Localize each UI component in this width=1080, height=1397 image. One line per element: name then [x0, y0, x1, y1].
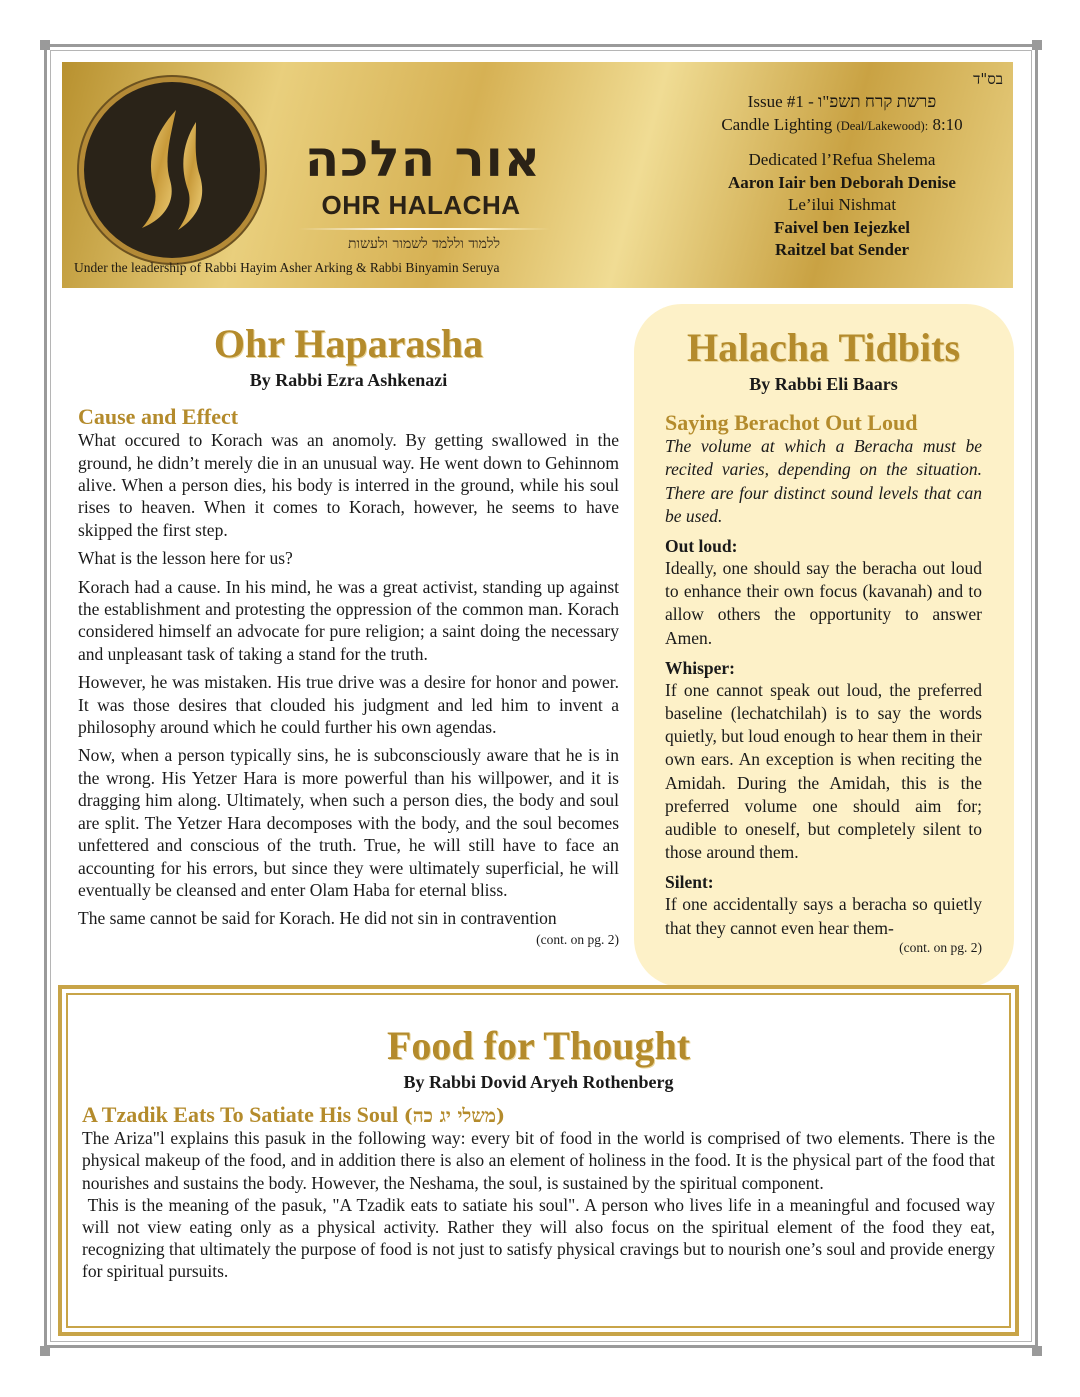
paragraph: The Ariza"l explains this pasuk in the following way: every bit of food in the world is comprised of two elements. There is the physical makeup of the food, and in addition there is also an element of holiness in the food. It is the physical part of the food that nourishes and sustains the body. However, the Neshama, the soul, is sustained by the spiritual component.: [82, 1128, 995, 1193]
leadership-line: Under the leadership of Rabbi Hayim Asher Arking & Rabbi Binyamin Seruya: [74, 260, 500, 275]
level-text: Ideally, one should say the beracha out loud to enhance their own focus (kavanah) and to allow others the opportunity to answer Amen.: [665, 558, 982, 648]
candle-lighting: [682, 114, 1002, 138]
logo: [84, 82, 260, 258]
memorial-name-1: Faivel ben Iejezkel: [774, 217, 910, 237]
level-text: If one accidentally says a beracha so quietly that they cannot even hear them-: [665, 894, 982, 938]
food-byline: By Rabbi Dovid Aryeh Rothenberg: [403, 1072, 674, 1092]
corner-ornament: [1032, 1346, 1042, 1356]
tidbits-title: Halacha Tidbits: [686, 325, 961, 370]
flame-lamed-logo-icon: [84, 82, 260, 258]
corner-ornament: [1032, 40, 1042, 50]
level-heading: Silent:: [665, 872, 714, 893]
dedication-line: Dedicated l’Refua Shelema: [748, 150, 936, 169]
level-heading: Whisper:: [665, 657, 735, 678]
hebrew-motto: ללמוד וללמד לשמור ולעשות: [347, 236, 501, 252]
candle-time: 8:10: [932, 114, 963, 134]
tidbits-intro: The volume at which a Beracha must be recited varies, depending on the situation. There are four distinct sound levels that can be used.: [665, 436, 982, 526]
food-subtitle: [82, 1103, 995, 1127]
food-subtitle-ref: (משלי יג כה): [403, 1105, 506, 1127]
paragraph: Now, when a person typically sins, he is subconsciously aware that he is in the wrong. His Yetzer Hara is more powerful than his willpower, and it is dragging him along. Ultimately, when such a person dies, the body and soul are split. The Yetzer Hara decomposes with the body, and the soul becomes unfettered and conscious of the truth. True, he will still have to face an accounting for his errors, but since they were ultimately superficial, he will eventually be cleansed and enter Olam Haba for eternal bliss.: [78, 745, 619, 900]
food-subtitle-text: A Tzadik Eats To Satiate His Soul: [82, 1102, 399, 1127]
food-body: [82, 1127, 1000, 1282]
issue-number: Issue #1 - פרשת קרח תשפ"ו: [747, 92, 937, 111]
candle-location: (Deal/Lakewood):: [836, 118, 929, 133]
level-heading: Out loud:: [665, 536, 738, 556]
english-title: OHR HALACHA: [321, 190, 521, 220]
leilui-line: Le’ilui Nishmat: [787, 195, 897, 214]
paragraph: The same cannot be said for Korach. He did not sin in contravention: [78, 908, 557, 929]
title-divider: [298, 228, 550, 230]
level-text: If one cannot speak out loud, the preferred baseline (lechatchilah) is to say the words quietly, but loud enough to hear them in their own ears. An exception is when reciting the Amidah. During the Amidah, this is the preferred volume one should aim for; audible to oneself, but completely silent to those around them.: [665, 679, 982, 863]
tidbits-section: [634, 304, 1014, 987]
masthead: [62, 62, 1013, 288]
corner-ornament: [40, 40, 50, 50]
corner-ornament: [40, 1346, 50, 1356]
paragraph: However, he was mistaken. His true drive was a desire for honor and power. It was those desires that clouded his judgment and led him to invent a philosophy around which he could further his own agendas.: [78, 672, 619, 738]
bsd-mark: בס"ד: [973, 70, 1003, 88]
issue-info: [682, 68, 1002, 262]
memorial-name-2: Raitzel bat Sender: [774, 240, 910, 259]
paragraph: What is the lesson here for us?: [78, 548, 293, 569]
parasha-section: [78, 318, 619, 948]
candle-label: Candle Lighting: [721, 114, 833, 134]
food-section: [82, 1023, 1000, 1283]
parasha-byline: By Rabbi Ezra Ashkenazi: [249, 370, 448, 390]
parasha-subtitle: Cause and Effect: [78, 404, 239, 429]
parasha-title: Ohr Haparasha: [213, 321, 484, 366]
paragraph: What occured to Korach was an anomoly. By getting swallowed in the ground, he didn’t merely die in an unusual way. He went down to Gehinnom alive. When a person dies, his body is interred in the ground, while his soul rises to heaven. When it comes to Korach, however, he seems to have skipped the first step.: [78, 430, 619, 540]
tidbits-subtitle: Saying Berachot Out Loud: [665, 410, 918, 435]
paragraph: This is the meaning of the pasuk, "A Tzadik eats to satiate his soul". A person who lives life in a meaningful and focused way will not view eating only as a physical activity. Rather they will also focus on the spiritual element of the food they eat, recognizing that ultimately the purpose of food is not just to satisfy physical cravings but to nourish one’s soul and provide energy for spiritual pursuits.: [82, 1194, 1000, 1282]
tidbits-continued: (cont. on pg. 2): [899, 939, 982, 955]
parasha-body: [78, 429, 619, 930]
parasha-continued: (cont. on pg. 2): [536, 931, 619, 947]
tidbits-byline: By Rabbi Eli Baars: [749, 374, 898, 394]
food-title: Food for Thought: [386, 1023, 691, 1068]
dedication-name: Aaron Iair ben Deborah Denise: [728, 172, 956, 192]
paragraph: Korach had a cause. In his mind, he was a great activist, standing up against the establishment and protesting the oppression of the common man. Korach considered himself an advocate for pure religion; a saint doing the necessary and unpleasant task of taking a stand for the truth.: [78, 576, 619, 664]
hebrew-title: אור הלכה: [304, 130, 542, 188]
